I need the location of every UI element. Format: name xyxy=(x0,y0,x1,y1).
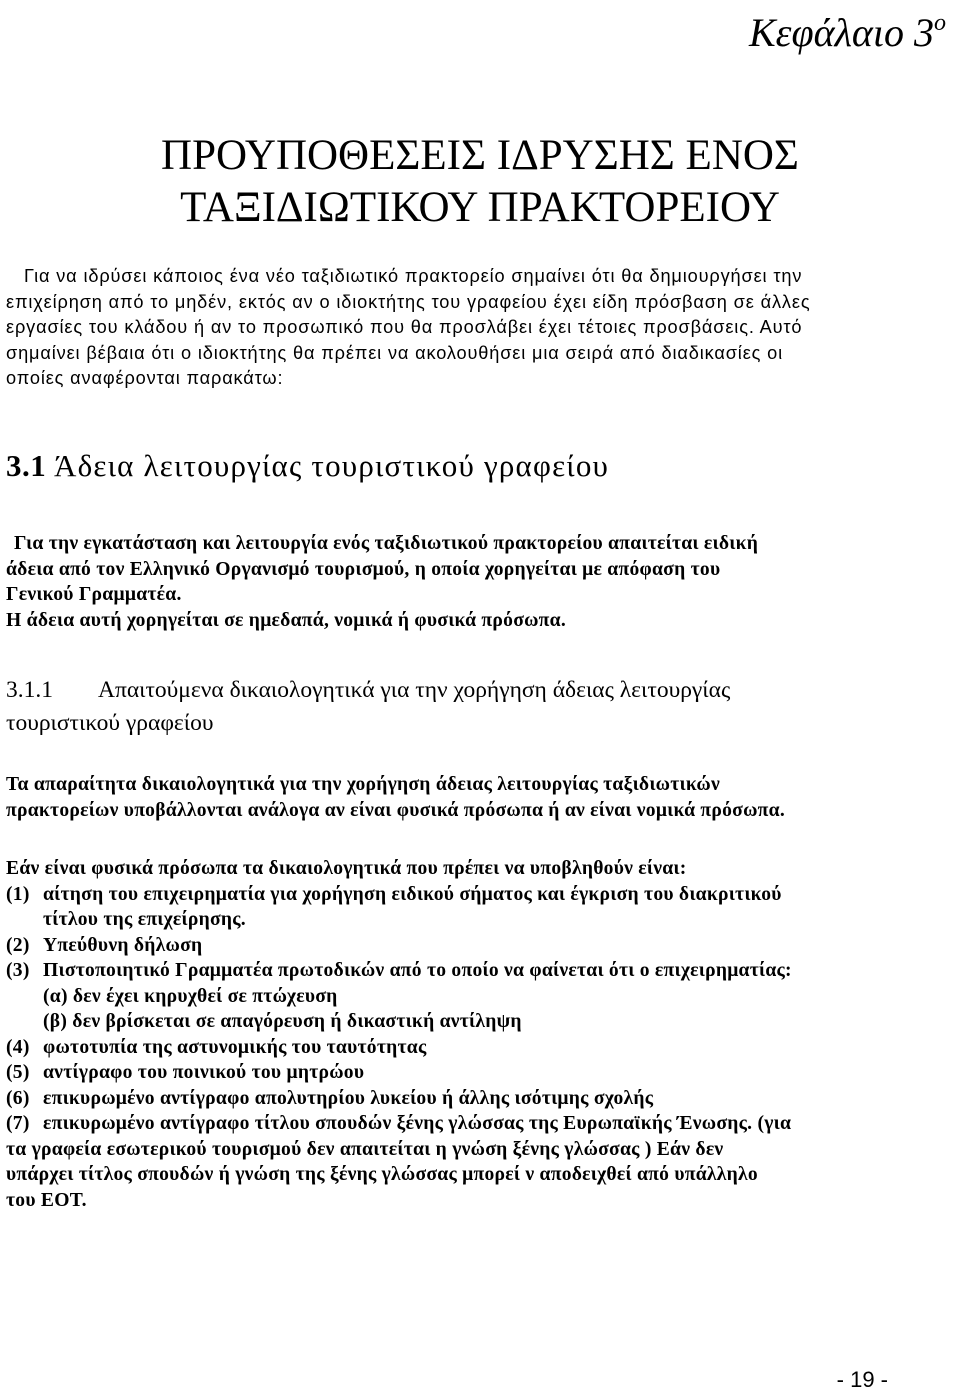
list-item-continuation: υπάρχει τίτλος σπουδών ή γνώση της ξένης γλώσσας μπορεί ν αποδειχθεί από υπάλληλο xyxy=(6,1164,758,1185)
intro-paragraph xyxy=(6,264,956,392)
chapter-label: Κεφάλαιο 3 xyxy=(749,10,934,55)
list-item-text: επικυρωμένο αντίγραφο απολυτηρίου λυκείου ή άλλης ισότιμης σχολής xyxy=(43,1087,654,1109)
list-item xyxy=(6,958,956,984)
list-item-text: αίτηση του επιχειρηματία για χορήγηση ειδικού σήματος και έγκριση του διακριτικού xyxy=(43,883,782,905)
list-marker: (2) xyxy=(6,934,30,956)
list-item-text: φωτοτυπία της αστυνομικής του ταυτότητας xyxy=(43,1036,427,1058)
intro-line: Για να ιδρύσει κάποιος ένα νέο ταξιδιωτικό πρακτορείο σημαίνει ότι θα δημιουργήσει την xyxy=(24,266,803,286)
list-item-text: Υπεύθυνη δήλωση xyxy=(43,934,203,956)
requirements-heading: Εάν είναι φυσικά πρόσωπα τα δικαιολογητικά που πρέπει να υποβληθούν είναι: xyxy=(6,858,687,879)
subsection-heading xyxy=(6,674,956,740)
page-title-line-2: ΤΑΞΙΔΙΩΤΙΚΟΥ ΠΡΑΚΤΟΡΕΙΟΥ xyxy=(180,184,780,231)
subsection-title-line-2: τουριστικού γραφείου xyxy=(6,710,214,736)
list-item-text: Πιστοποιητικό Γραμματέα πρωτοδικών από το οποίο να φαίνεται ότι ο επιχειρηματίας: xyxy=(43,960,792,981)
list-item xyxy=(6,933,956,959)
intro-line: επιχείρηση από το μηδέν, εκτός αν ο ιδιοκτήτης του γραφείου έχει είδη πρόσβαση σε άλλες xyxy=(6,291,811,312)
paragraph-line: άδεια από τον Ελληνικό Οργανισμό τουρισμού, η οποία χορηγείται με απόφαση του xyxy=(6,558,721,580)
section-heading xyxy=(6,446,609,486)
list-item xyxy=(6,1111,956,1137)
page-title xyxy=(0,130,960,234)
list-item xyxy=(6,882,956,908)
subsection-title-line-1: Απαιτούμενα δικαιολογητικά για την χορήγηση άδειας λειτουργίας xyxy=(98,677,731,703)
list-item-text: επικυρωμένο αντίγραφο τίτλου σπουδών ξένης γλώσσας της Ευρωπαϊκής Ένωσης. (για xyxy=(43,1113,792,1134)
list-marker: (1) xyxy=(6,883,30,905)
chapter-superscript: ο xyxy=(934,10,946,36)
sub-list-item: (β) δεν βρίσκεται σε απαγόρευση ή δικαστική αντίληψη xyxy=(43,1011,522,1032)
paragraph-line: Γενικού Γραμματέα. xyxy=(6,584,182,605)
section-title: Άδεια λειτουργίας τουριστικού γραφείου xyxy=(54,448,610,483)
list-item-text: αντίγραφο του ποινικού του μητρώου xyxy=(43,1062,365,1083)
intro-line: οποίες αναφέρονται παρακάτω: xyxy=(6,368,284,388)
intro-line: εργασίες του κλάδου ή αν το προσωπικό που θα προσλάβει έχει τέτοιες προσβάσεις. Αυτό xyxy=(6,317,803,337)
list-item-continuation: τα γραφεία εσωτερικού τουρισμού δεν απαιτείται η γνώση ξένης γλώσσας ) Εάν δεν xyxy=(6,1138,724,1160)
sub-list-item: (α) δεν έχει κηρυχθεί σε πτώχευση xyxy=(43,985,338,1007)
intro-line: σημαίνει βέβαια ότι ο ιδιοκτήτης θα πρέπει να ακολουθήσει μια σειρά από διαδικασίες οι xyxy=(6,342,784,363)
documents-paragraph xyxy=(6,772,956,823)
list-item xyxy=(6,1060,956,1086)
paragraph-line: πρακτορείων υποβάλλονται ανάλογα αν είναι φυσικά πρόσωπα ή αν είναι νομικά πρόσωπα. xyxy=(6,799,785,821)
license-paragraph xyxy=(6,531,956,633)
subsection-number: 3.1.1 xyxy=(6,677,53,703)
page-number: - 19 - xyxy=(836,1367,888,1392)
list-marker: (5) xyxy=(6,1062,30,1083)
list-item xyxy=(6,1035,956,1061)
list-marker: (3) xyxy=(6,960,30,981)
page-title-line-1: ΠΡΟΥΠΟΘΕΣΕΙΣ ΙΔΡΥΣΗΣ ΕΝΟΣ xyxy=(161,132,799,179)
paragraph-line: Για την εγκατάσταση και λειτουργία ενός ταξιδιωτικού πρακτορείου απαιτείται ειδική xyxy=(14,533,759,554)
section-number: 3.1 xyxy=(6,448,47,483)
list-marker: (4) xyxy=(6,1036,30,1058)
list-item-continuation: τίτλου της επιχείρησης. xyxy=(43,909,246,930)
chapter-heading xyxy=(749,0,946,56)
list-marker: (7) xyxy=(6,1113,30,1134)
paragraph-line: Η άδεια αυτή χορηγείται σε ημεδαπά, νομικά ή φυσικά πρόσωπα. xyxy=(6,609,566,631)
list-item xyxy=(6,1086,956,1112)
list-item-continuation: του ΕΟΤ. xyxy=(6,1189,87,1211)
list-marker: (6) xyxy=(6,1087,30,1109)
paragraph-line: Τα απαραίτητα δικαιολογητικά για την χορήγηση άδειας λειτουργίας ταξιδιωτικών xyxy=(6,774,720,795)
requirements-list xyxy=(6,856,956,1213)
